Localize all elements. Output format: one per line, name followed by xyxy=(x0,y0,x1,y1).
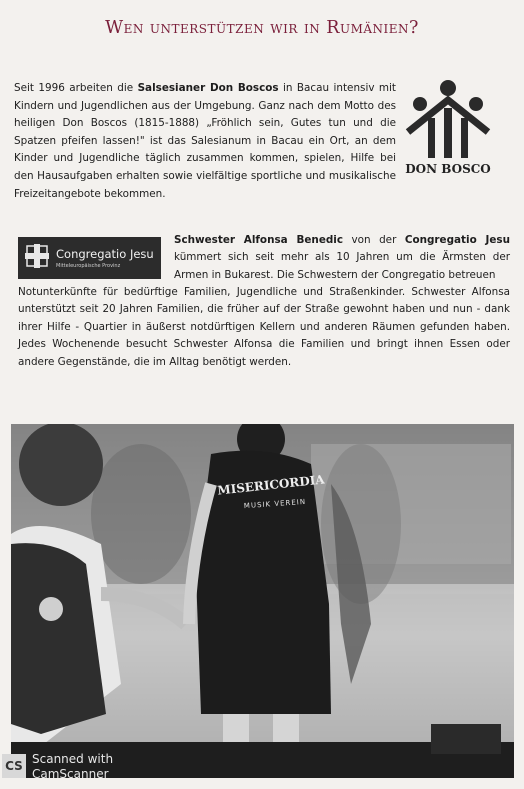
cross-icon xyxy=(24,243,50,269)
congregatio-logo-sub: Mitteleuropäische Provinz xyxy=(56,263,121,269)
don-bosco-logo xyxy=(398,74,498,184)
camscanner-icon: CS xyxy=(2,754,26,778)
alfonsa-highlight: Schwester Alfonsa Benedic xyxy=(174,234,344,246)
congregatio-paragraph-rest: Notunterkünfte für bedürftige Familien, Jugendliche und Straßenkinder. Schwester Alfonsa unterstützt seit 20 Jahren Familien, die früher auf der Straße gewohnt haben und nun - dank ihrer Hilfe - Quartier in äußerst notdürftigen Kellern und anderen Räumen gefunden haben. Jedes Wochenende besucht Schwester Alfonsa die Familien und bringt ihnen Essen oder andere Gegenstände, die im Alltag benötigt werden. xyxy=(18,286,510,368)
don-bosco-logo-text: DON BOSCO xyxy=(405,162,491,176)
don-bosco-figures-icon xyxy=(404,78,492,160)
camscanner-watermark xyxy=(0,750,140,784)
salesianer-highlight: Salsesianer Don Boscos xyxy=(137,82,279,94)
shirt-print: MISERICORDIA xyxy=(216,472,326,498)
watermark-line-2: CamScanner xyxy=(32,767,109,781)
photo-children-holding-hands xyxy=(11,424,514,778)
congregatio-logo-name: Congregatio Jesu xyxy=(56,247,154,261)
shirt-print-sub: MUSIK VEREIN xyxy=(243,497,307,511)
congregatio-paragraph-intro: Schwester Alfonsa Benedic von der Congregatio Jesu kümmert sich seit mehr als 10 Jahren um die Ärmsten der Armen in Bukarest. Die Schwestern der Congregatio betreuen xyxy=(174,234,511,281)
don-bosco-paragraph: Seit 1996 arbeiten die Salsesianer Don Boscos in Bacau intensiv mit Kindern und Jugendlichen aus der Umgebung. Ganz nach dem Motto des heiligen Don Boscos (1815-1888) „Fröhlich sein, Gutes tun und die Spatzen pfeifen lassen!" ist das Salesianum in Bacau ein Ort, an dem Kinder und Jugendliche täglich zusammen kommen, spielen, Hilfe bei den Hausaufgaben erhalten sowie vielfältige sportliche und musikalische Freizeitangebote bekommen. xyxy=(14,82,396,200)
watermark-line-1: Scanned with xyxy=(32,752,114,766)
page-title: Wen unterstützen wir in Rumänien? xyxy=(105,18,419,38)
congregatio-highlight: Congregatio Jesu xyxy=(404,234,511,246)
congregatio-jesu-logo xyxy=(18,237,161,279)
photo-scene xyxy=(11,424,514,778)
